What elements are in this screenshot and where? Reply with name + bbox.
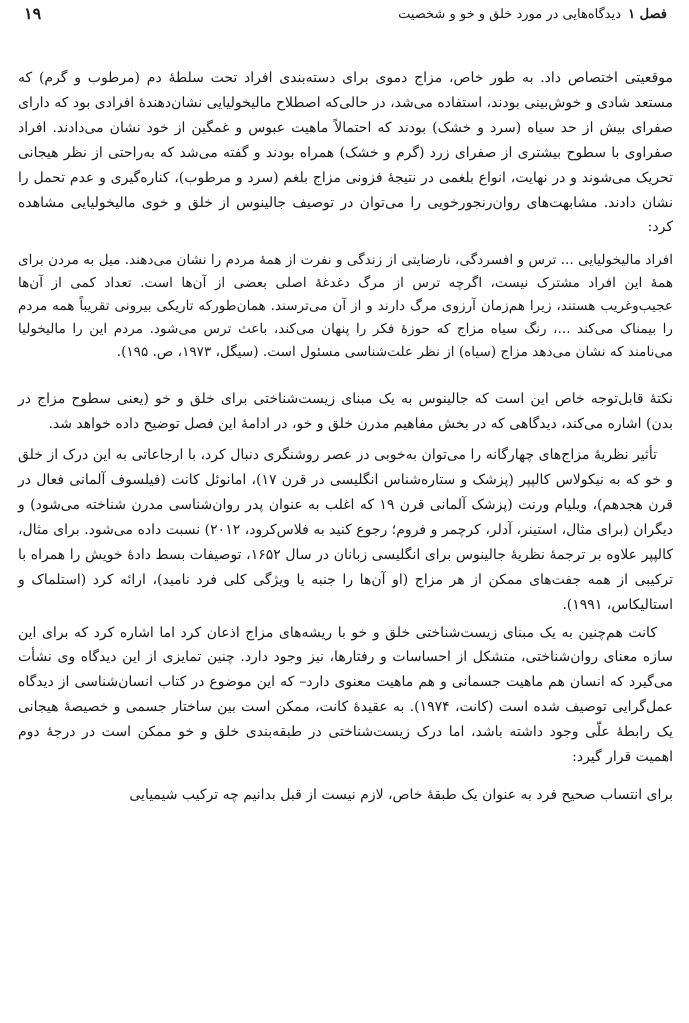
galen-quote	[18, 249, 673, 364]
paragraph-kant-quote: برای انتساب صحیح فرد به عنوان یک طبقهٔ خاص، لازم نیست از قبل بدانیم چه ترکیب شیمیایی	[129, 786, 673, 803]
paragraph-kant: کانت هم‌چنین به یک مبنای زیست‌شناختی خلق و خو با ریشه‌های مزاج اذعان کرد اما اشاره کرد که برای این سازه معنای روان‌شناختی، متشکل از احساسات و رفتارها، نیز وجود دارد. چنین تمایزی از این دیدگاه وی نشأت می‌گیرد که انسان هم ماهیت جسمانی و هم ماهیت معنوی دارد– که این موضوع در کتاب انسان‌شناسی از دیدگاه عمل‌گرایی توصیف شده است (کانت، ۱۹۷۴). به عقیدهٔ کانت، ممکن است بین ساختار جسمی و خصیصهٔ هیجانی یک رابطهٔ علّی وجود داشته باشد، اما درک زیست‌شناختی در طبقه‌بندی خلق و خو ممکن است در درجهٔ دوم اهمیت قرار گیرد:	[18, 624, 673, 766]
page-number: ۱۹	[24, 4, 42, 23]
body-text	[18, 66, 673, 808]
paragraph-enlightenment: تأثیر نظریهٔ مزاج‌های چهارگانه را می‌توان به‌خوبی در عصر روشنگری دنبال کرد، با ارجاعاتی به این درک از خلق و خو که به نیکولاس کالپپر (پزشک و ستاره‌شناس انگلیسی در قرن ۱۷)، امانوئل کانت (فیلسوف آلمانی فعال در قرن هجدهم)، ویلیام ورنت (پزشک آلمانی قرن ۱۹ که اغلب به عنوان پدر روان‌شناسی مدرن شناخته می‌شود) و دیگران (برای مثال، استینر، آدلر، کرچمر و فروم؛ رجوع کنید به فلاس‌کرود، ۲۰۱۲) نسبت داده می‌شود. برای مثال، کالپپر علاوه بر ترجمهٔ نظریهٔ جالینوس برای انگلیسی زبانان در سال ۱۶۵۲، توصیفات بسط دادهٔ خویش را همراه با ترکیبی از همه جفت‌های ممکن از هر مزاج (او آن‌ها را جنبه یا ویژگی کلی فرد نامید)، ارائه کرد (استلماک و استالیکاس، ۱۹۹۱).	[18, 447, 674, 613]
running-title: دیدگاه‌هایی در مورد خلق و خو و شخصیت	[398, 7, 621, 22]
running-header	[18, 0, 673, 34]
paragraph-galen-note: نکتهٔ قابل‌توجه خاص این است که جالینوس به یک مبنای زیست‌شناختی برای خلق و خو (یعنی سطوح مزاج در بدن) اشاره می‌کند، دیدگاهی که در بخش مفاهیم مدرن خلق و خو، در ادامهٔ این فصل توضیح داده خواهد شد.	[18, 391, 673, 433]
paragraph-humors: موقعیتی اختصاص داد. به طور خاص، مزاج دموی برای دسته‌بندی افراد تحت سلطهٔ دم (مرطوب و گرم) که مستعد شادی و خوش‌بینی بودند، استفاده می‌شد، در حالی‌که اصطلاح مالیخولیایی نشان‌دهندهٔ افرادی بود که دارای صفرای بیش از حد سیاه (سرد و خشک) بودند که احتمالاً ماهیت عبوس و غمگین از خود نشان می‌دادند. افراد صفراوی با سطوح بیشتری از صفرای زرد (گرم و خشک) همراه بودند و گفته می‌شد که به‌راحتی از نظر هیجانی تحریک می‌شوند و در نهایت، انواع بلغمی در نتیجهٔ فزونی مزاج بلغم (سرد و مرطوب)، کناره‌گیری و عدم تحمل را نشان دادند. مشابهت‌های روان‌رنجورخویی را می‌توان در توصیف جالینوس از خلق و خوی مالیخولیایی مشاهده کرد:	[18, 70, 673, 236]
chapter-label: فصل ۱	[628, 7, 667, 22]
quote-text: افراد مالیخولیایی ... ترس و افسردگی، نارضایتی از زندگی و نفرت از همهٔ مردم را نشان می‌دهند. میل به مردن برای همهٔ این افراد مشترک نیست، اگرچه ترس از مرگ دغدغهٔ اصلی بعضی از آن‌ها است. تعداد کمی از آن‌ها عجیب‌وغریب هستند، زیرا هم‌زمان آرزوی مرگ دارند و از آن می‌ترسند. همان‌طورکه تاریکی بیرونی تقریباً همه مردم را بیمناک می‌کند ...، رنگ سیاه مزاج که حوزهٔ فکر را پنهان می‌کند، باعث ترس می‌شود. مردم این را مالیخولیا می‌نامند که نشان می‌دهد مزاج (سیاه) از نظر علت‌شناسی مسئول است. (سیگل، ۱۹۷۳، ص. ۱۹۵).	[18, 252, 673, 361]
